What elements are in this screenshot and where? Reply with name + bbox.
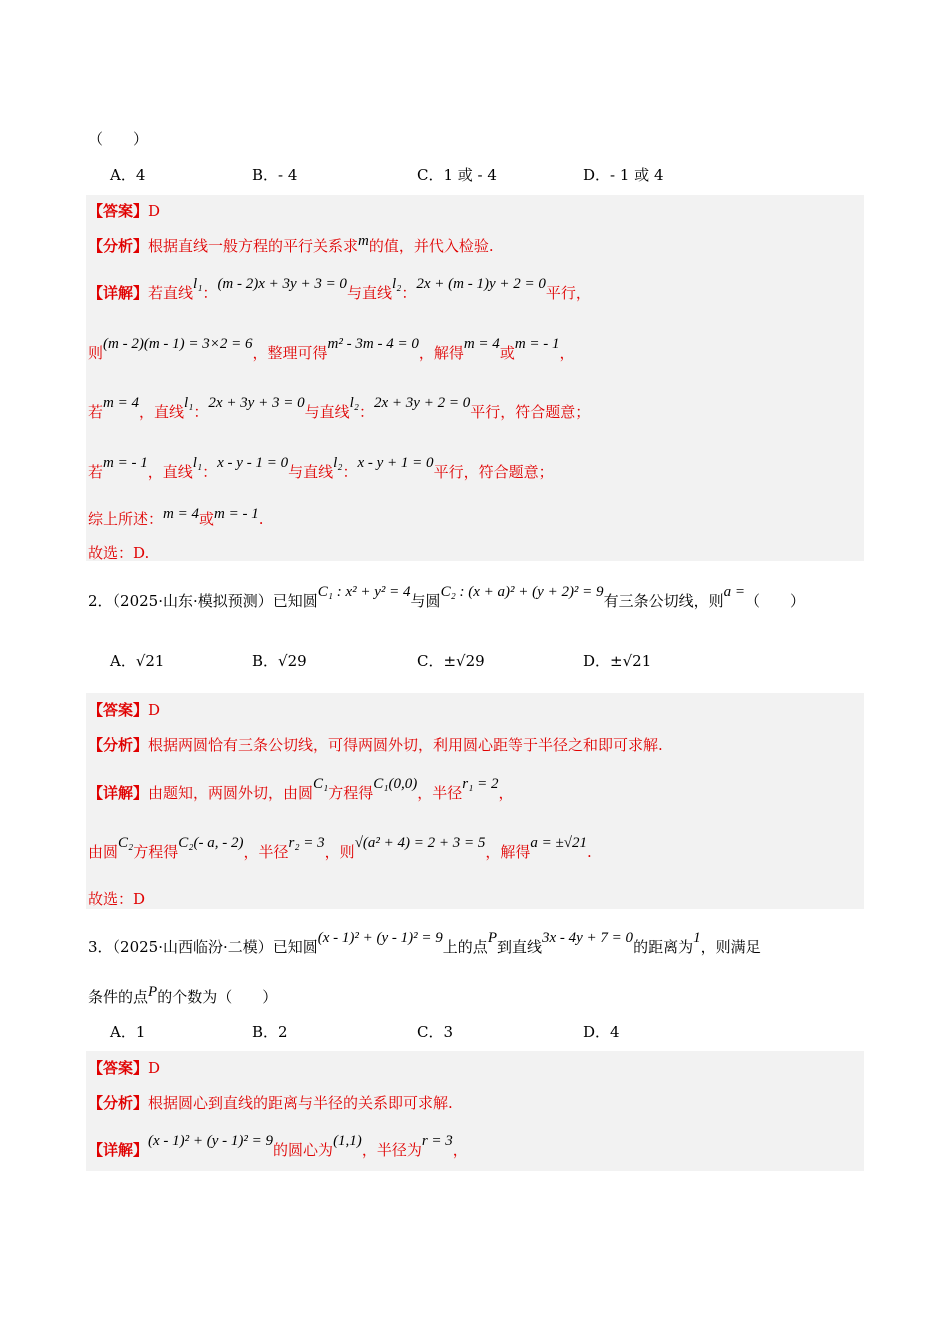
text: 的距离为 [633, 938, 694, 956]
text: . [587, 843, 592, 861]
q3-detail-line-1 [88, 1133, 468, 1160]
math-eq: m = - 1 [214, 506, 259, 522]
text: 由题知，两圆外切，由圆 [148, 784, 314, 802]
text: 有三条公切线，则 [603, 592, 724, 610]
math-eq: (m - 2)(m - 1) = 3×2 = 6 [103, 336, 253, 352]
q1-option-c: C．1 或 - 4 [417, 166, 497, 184]
text: . [258, 510, 264, 528]
text: ： [342, 463, 358, 481]
text: 条件的点 [88, 988, 149, 1006]
text: ： [359, 403, 375, 421]
math-eq: (x - 1)² + (y - 1)² = 9 [148, 1133, 274, 1149]
math-eq: C₁ : x² + y² = 4 [317, 584, 411, 600]
answer-label: 【答案】 [88, 701, 149, 719]
math-eq: 3x - 4y + 7 = 0 [542, 930, 634, 946]
math-eq: C₂ : (x + a)² + (y + 2)² = 9 [440, 584, 604, 600]
text: ，则 [324, 843, 355, 861]
math-l1: l₁ [184, 395, 194, 411]
math-l2: l₂ [391, 276, 402, 292]
text: 综上所述： [88, 510, 164, 528]
math-eq: a = [723, 584, 745, 600]
text: 与圆 [410, 592, 441, 610]
text: ，直线 [147, 463, 193, 481]
math-eq: 2x + 3y + 3 = 0 [208, 395, 305, 411]
math-eq: C₁ [313, 776, 329, 792]
math-eq: r₁ = 2 [462, 776, 499, 792]
q1-option-a: A．4 [110, 166, 146, 184]
text: ，则满足 [700, 938, 761, 956]
math-eq: x - y - 1 = 0 [217, 455, 289, 471]
q1-analysis [88, 235, 494, 256]
math-eq: m = 4 [163, 506, 199, 522]
math-eq: m = 4 [103, 395, 139, 411]
q1-option-b: B．- 4 [252, 166, 298, 184]
q3-option-b: B．2 [252, 1023, 288, 1041]
answer-label: 【答案】 [88, 1059, 149, 1077]
q3-stem-line-1 [88, 930, 761, 957]
text: 方程得 [328, 784, 374, 802]
math-eq: 1 [693, 930, 701, 946]
math-eq: m = - 1 [103, 455, 148, 471]
math-eq: a = ±√21 [530, 835, 588, 851]
math-eq: √(a² + 4) = 2 + 3 = 5 [354, 835, 486, 851]
analysis-label: 【分析】 [88, 1094, 149, 1112]
text: ： [202, 463, 218, 481]
math-eq: P [487, 930, 497, 946]
q2-detail-line-1 [88, 776, 514, 803]
math-eq: (m - 2)x + 3y + 3 = 0 [217, 276, 347, 292]
math-eq: C₂(- a, - 2) [178, 835, 244, 851]
detail-label: 【详解】 [88, 1141, 149, 1159]
q3-analysis [88, 1092, 453, 1113]
math-l1: l₁ [192, 455, 203, 471]
analysis-text: 根据圆心到直线的距离与半径的关系即可求解. [148, 1094, 453, 1112]
math-l1: l₁ [193, 276, 203, 292]
analysis-text: 根据两圆恰有三条公切线，可得两圆外切，利用圆心距等于半径之和即可求解. [148, 736, 663, 754]
math-eq: 2x + (m - 1)y + 2 = 0 [416, 276, 546, 292]
analysis-label: 【分析】 [88, 237, 149, 255]
text: 若 [88, 403, 104, 421]
text: 平行，符合题意； [433, 463, 554, 481]
answer-value: D [148, 202, 161, 220]
q3-option-a: A．1 [110, 1023, 146, 1041]
q1-answer [88, 200, 160, 221]
math-eq: m² - 3m - 4 = 0 [327, 336, 419, 352]
math-eq: P [148, 984, 158, 1000]
text: ，半径 [417, 784, 463, 802]
answer-value: D [148, 701, 161, 719]
text: 的圆心为 [273, 1141, 334, 1159]
math-eq: C₂ [118, 835, 134, 851]
q2-analysis [88, 734, 663, 755]
math-eq: r₂ = 3 [288, 835, 325, 851]
q2-conclusion: 故选：D [88, 890, 146, 908]
q1-detail-line-5 [88, 508, 263, 529]
q3-option-d: D．4 [583, 1023, 620, 1041]
text: 或 [198, 510, 214, 528]
q2-option-b: B．√29 [252, 652, 307, 670]
analysis-text-end: 的值，并代入检验. [368, 237, 494, 255]
q1-conclusion: 故选：D. [88, 544, 150, 562]
math-eq: x - y + 1 = 0 [357, 455, 434, 471]
q1-option-d: D．- 1 或 4 [583, 166, 664, 184]
text: ，整理可得 [252, 344, 328, 362]
math-m: m [358, 233, 369, 249]
text: 若直线 [148, 284, 194, 302]
text: 平行， [545, 284, 591, 302]
detail-label: 【详解】 [88, 284, 149, 302]
text: ， [452, 1141, 468, 1159]
q2-option-c: C．±√29 [417, 652, 485, 670]
math-eq: m = 4 [463, 336, 500, 352]
text: 的个数为（ ） [157, 988, 278, 1006]
text: ： [401, 284, 417, 302]
text: 到直线 [496, 938, 542, 956]
q3-answer [88, 1057, 160, 1078]
math-l2: l₂ [333, 455, 343, 471]
text: ： [202, 284, 218, 302]
text: （ ） [744, 592, 805, 610]
math-eq: C₁(0,0) [373, 776, 418, 792]
text: ， [498, 784, 514, 802]
analysis-label: 【分析】 [88, 736, 149, 754]
text: 上的点 [442, 938, 488, 956]
q2-option-a: A．√21 [110, 652, 165, 670]
text: 与直线 [304, 403, 350, 421]
text: ： [193, 403, 209, 421]
q2-detail-line-2 [88, 835, 592, 862]
answer-value: D [148, 1059, 161, 1077]
analysis-text: 根据直线一般方程的平行关系求 [148, 237, 359, 255]
detail-label: 【详解】 [88, 784, 149, 802]
text: 2．（2025·山东·模拟预测）已知圆 [88, 592, 318, 610]
text: ，直线 [138, 403, 184, 421]
q2-stem [88, 584, 805, 611]
q3-option-c: C．3 [417, 1023, 454, 1041]
text: ，解得 [485, 843, 531, 861]
q1-paren: （ ） [88, 130, 149, 148]
text: 或 [499, 344, 515, 362]
text: ， [559, 344, 575, 362]
math-eq: (1,1) [333, 1133, 362, 1149]
text: ，半径 [243, 843, 289, 861]
math-l2: l₂ [349, 395, 359, 411]
text: 与直线 [346, 284, 392, 302]
text: 3．（2025·山西临汾·二模）已知圆 [88, 938, 318, 956]
q1-detail-line-2 [88, 336, 575, 363]
text: ，解得 [418, 344, 464, 362]
q1-detail-line-1 [88, 276, 591, 303]
math-eq: 2x + 3y + 2 = 0 [374, 395, 471, 411]
math-eq: r = 3 [421, 1133, 453, 1149]
text: 则 [88, 344, 104, 362]
math-eq: (x - 1)² + (y - 1)² = 9 [317, 930, 443, 946]
text: 由圆 [88, 843, 119, 861]
q3-stem-line-2 [88, 986, 277, 1007]
text: 与直线 [288, 463, 334, 481]
text: 平行，符合题意； [470, 403, 591, 421]
q2-answer [88, 699, 160, 720]
q1-detail-line-3 [88, 395, 591, 422]
text: ，半径为 [361, 1141, 422, 1159]
text: 方程得 [133, 843, 179, 861]
text: 若 [88, 463, 104, 481]
q2-option-d: D．±√21 [583, 652, 652, 670]
answer-label: 【答案】 [88, 202, 149, 220]
q1-detail-line-4 [88, 455, 554, 482]
math-eq: m = - 1 [514, 336, 560, 352]
